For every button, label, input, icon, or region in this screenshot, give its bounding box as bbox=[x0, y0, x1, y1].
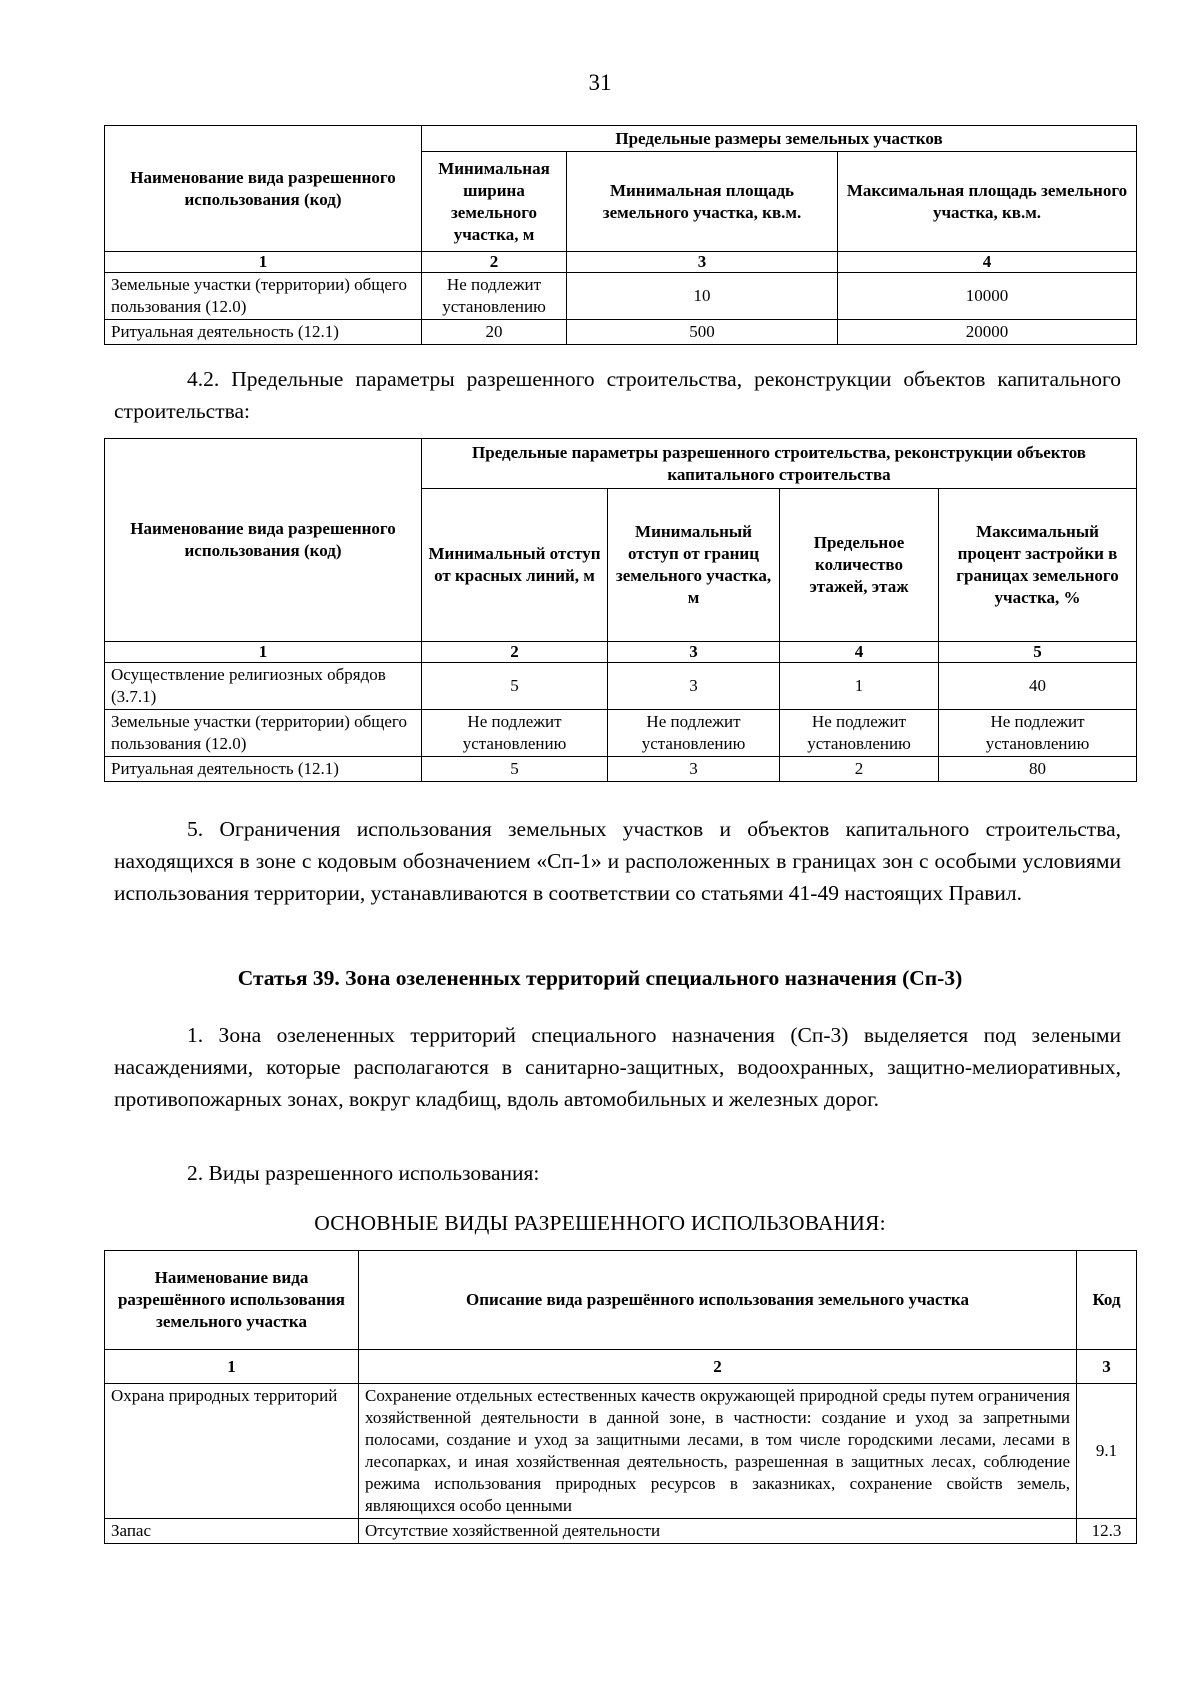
header-min-area: Минимальная площадь земельного участка, кв.м. bbox=[567, 152, 838, 252]
row-code: 12.3 bbox=[1077, 1519, 1137, 1544]
page-number: 31 bbox=[588, 70, 612, 95]
row-max-area: 20000 bbox=[838, 320, 1137, 345]
column-number: 2 bbox=[422, 642, 608, 663]
column-number: 1 bbox=[105, 252, 422, 273]
header-red-lines-offset: Минимальный отступ от красных линий, м bbox=[422, 489, 608, 642]
row-description: Сохранение отдельных естественных качеств окружающей природной среды путем ограничения хозяйственной деятельности в данной зоне, в частности: создание и уход за запретными полосами, создание и уход за защитными лесами, в том числе городскими лесами, лесами в лесопарках, и иная хозяйственная деятельность, разрешенная в защитных лесах, соблюдение режима использования природных ресурсов в заказниках, сохранение свойств земель, являющихся особо ценными bbox=[359, 1384, 1077, 1519]
header-min-width: Минимальная ширина земельного участка, м bbox=[422, 152, 567, 252]
column-number: 2 bbox=[422, 252, 567, 273]
row-floors: 2 bbox=[780, 757, 939, 782]
table-row bbox=[105, 1519, 1137, 1544]
row-use-type: Земельные участки (территории) общего пользования (12.0) bbox=[105, 710, 422, 757]
row-floors: Не подлежит установлению bbox=[780, 710, 939, 757]
column-number: 1 bbox=[105, 642, 422, 663]
row-use-type-name: Охрана природных территорий bbox=[105, 1384, 359, 1519]
row-borders-offset: 3 bbox=[608, 663, 780, 710]
paragraph-4-2: 4.2. Предельные параметры разрешенного строительства, реконструкции объектов капитального строительства: bbox=[114, 367, 1121, 423]
row-min-area: 10 bbox=[567, 273, 838, 320]
construction-parameters-table bbox=[104, 438, 1137, 782]
column-numbers-row bbox=[105, 1350, 1137, 1384]
column-number: 3 bbox=[1077, 1350, 1137, 1384]
column-number: 4 bbox=[780, 642, 939, 663]
paragraph-2: 2. Виды разрешенного использования: bbox=[187, 1161, 540, 1185]
row-use-type-name: Запас bbox=[105, 1519, 359, 1544]
row-floors: 1 bbox=[780, 663, 939, 710]
row-min-area: 500 bbox=[567, 320, 838, 345]
row-min-width: 20 bbox=[422, 320, 567, 345]
column-number: 5 bbox=[939, 642, 1137, 663]
row-building-percent: Не подлежит установлению bbox=[939, 710, 1137, 757]
header-building-percent: Максимальный процент застройки в границах земельного участка, % bbox=[939, 489, 1137, 642]
article-heading: Статья 39. Зона озелененных территорий специального назначения (Сп-3) bbox=[237, 966, 963, 990]
row-red-lines-offset: 5 bbox=[422, 757, 608, 782]
paragraph-1: 1. Зона озелененных территорий специального назначения (Сп-3) выделяется под зелеными насаждениями, которые располагаются в санитарно-защитных, водоохранных, защитно-мелиоративных, противопожарных зонах, вокруг кладбищ, вдоль автомобильных и железных дорог. bbox=[114, 1023, 1121, 1111]
header-description: Описание вида разрешённого использования земельного участка bbox=[359, 1251, 1077, 1350]
row-use-type: Осуществление религиозных обрядов (3.7.1) bbox=[105, 663, 422, 710]
table-row bbox=[105, 1384, 1137, 1519]
main-use-types-heading: ОСНОВНЫЕ ВИДЫ РАЗРЕШЕННОГО ИСПОЛЬЗОВАНИЯ: bbox=[314, 1211, 886, 1235]
row-use-type: Земельные участки (территории) общего пользования (12.0) bbox=[105, 273, 422, 320]
paragraph-5: 5. Ограничения использования земельных участков и объектов капитального строительства, находящихся в зоне с кодовым обозначением «Сп-1» и расположенных в границах зон с особыми условиями использования территории, устанавливаются в соответствии со статьями 41-49 настоящих Правил. bbox=[114, 817, 1121, 905]
row-borders-offset: 3 bbox=[608, 757, 780, 782]
row-red-lines-offset: Не подлежит установлению bbox=[422, 710, 608, 757]
header-floors: Предельное количество этажей, этаж bbox=[780, 489, 939, 642]
main-use-types-table bbox=[104, 1250, 1137, 1544]
column-number: 2 bbox=[359, 1350, 1077, 1384]
column-number: 3 bbox=[608, 642, 780, 663]
table-row bbox=[105, 663, 1137, 710]
land-plot-sizes-table bbox=[104, 125, 1137, 345]
header-max-area: Максимальная площадь земельного участка, кв.м. bbox=[838, 152, 1137, 252]
row-borders-offset: Не подлежит установлению bbox=[608, 710, 780, 757]
header-code: Код bbox=[1077, 1251, 1137, 1350]
column-number: 1 bbox=[105, 1350, 359, 1384]
row-description: Отсутствие хозяйственной деятельности bbox=[359, 1519, 1077, 1544]
column-number: 4 bbox=[838, 252, 1137, 273]
table-row bbox=[105, 273, 1137, 320]
header-borders-offset: Минимальный отступ от границ земельного участка, м bbox=[608, 489, 780, 642]
header-use-type-name: Наименование вида разрешённого использования земельного участка bbox=[105, 1251, 359, 1350]
table-row bbox=[105, 710, 1137, 757]
row-use-type: Ритуальная деятельность (12.1) bbox=[105, 757, 422, 782]
row-max-area: 10000 bbox=[838, 273, 1137, 320]
row-min-width: Не подлежит установлению bbox=[422, 273, 567, 320]
row-use-type: Ритуальная деятельность (12.1) bbox=[105, 320, 422, 345]
row-building-percent: 40 bbox=[939, 663, 1137, 710]
row-code: 9.1 bbox=[1077, 1384, 1137, 1519]
table-row bbox=[105, 320, 1137, 345]
row-red-lines-offset: 5 bbox=[422, 663, 608, 710]
column-number: 3 bbox=[567, 252, 838, 273]
header-use-type: Наименование вида разрешенного использования (код) bbox=[105, 126, 422, 252]
header-use-type: Наименование вида разрешенного использования (код) bbox=[105, 439, 422, 642]
column-numbers-row bbox=[105, 252, 1137, 273]
header-group-parameters: Предельные параметры разрешенного строительства, реконструкции объектов капитального строительства bbox=[422, 439, 1137, 489]
row-building-percent: 80 bbox=[939, 757, 1137, 782]
table-row bbox=[105, 757, 1137, 782]
column-numbers-row bbox=[105, 642, 1137, 663]
header-group-sizes: Предельные размеры земельных участков bbox=[422, 126, 1137, 152]
